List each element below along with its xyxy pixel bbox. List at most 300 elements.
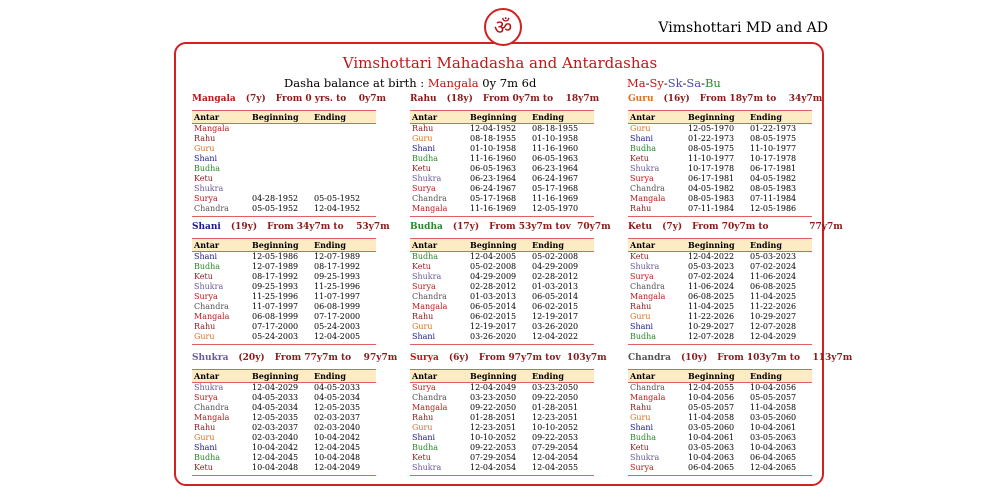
ending-date: 12-04-2029 bbox=[750, 332, 797, 341]
antar-planet: Shani bbox=[630, 134, 654, 143]
antar-planet: Budha bbox=[630, 144, 657, 153]
ending-date: 04-05-2033 bbox=[314, 383, 361, 392]
beginning-date: 12-05-2035 bbox=[252, 413, 299, 422]
table-row bbox=[628, 433, 812, 443]
beginning-date: 12-04-2022 bbox=[688, 252, 735, 261]
ending-date: 10-10-2052 bbox=[532, 423, 579, 432]
beginning-date bbox=[252, 154, 314, 164]
beginning-date: 05-02-2008 bbox=[470, 262, 517, 271]
ending-date: 06-05-2014 bbox=[532, 292, 579, 301]
antar-planet: Mangala bbox=[630, 292, 666, 301]
column-header bbox=[628, 369, 812, 383]
beginning-date: 08-18-1955 bbox=[470, 134, 517, 143]
dasha-block-surya bbox=[410, 353, 607, 476]
ending-date: 12-07-1989 bbox=[314, 252, 361, 261]
beginning-date: 06-23-1964 bbox=[470, 174, 517, 183]
antar-planet: Budha bbox=[412, 154, 439, 163]
antar-planet: Surya bbox=[630, 174, 654, 183]
block-planet: Mangala bbox=[192, 94, 236, 104]
beginning-date: 07-02-2024 bbox=[688, 272, 735, 281]
ending-date: 12-05-1986 bbox=[750, 204, 797, 213]
table-row bbox=[628, 443, 812, 453]
column-header-ending: Ending bbox=[314, 112, 346, 122]
table-row bbox=[192, 393, 376, 403]
ending-date: 05-24-2003 bbox=[314, 322, 361, 331]
beginning-date: 10-04-2056 bbox=[688, 393, 735, 402]
antar-planet: Shani bbox=[194, 252, 218, 261]
block-range: From 0 yrs. to 0y7m bbox=[275, 94, 387, 104]
ending-date: 03-23-2050 bbox=[532, 383, 579, 392]
column-header-ending: Ending bbox=[532, 112, 564, 122]
table-row bbox=[410, 124, 594, 134]
ending-date: 10-04-2061 bbox=[750, 423, 797, 432]
ending-date bbox=[314, 134, 374, 144]
beginning-date: 03-05-2060 bbox=[688, 423, 735, 432]
beginning-date: 10-10-2052 bbox=[470, 433, 517, 442]
dasha-sequence bbox=[627, 76, 721, 90]
ending-date: 03-26-2020 bbox=[532, 322, 579, 331]
ending-date: 07-11-1984 bbox=[750, 194, 797, 203]
column-header-beginning: Beginning bbox=[470, 240, 517, 250]
ending-date: 12-04-2054 bbox=[532, 453, 579, 462]
antar-planet: Surya bbox=[194, 194, 218, 203]
block-divider bbox=[628, 344, 812, 345]
block-range: From 70y7m to 77y7m bbox=[692, 222, 843, 232]
antar-planet: Mangala bbox=[412, 204, 448, 213]
main-title: Vimshottari Mahadasha and Antardashas bbox=[342, 54, 658, 72]
antar-planet: Shukra bbox=[412, 463, 442, 472]
beginning-date: 04-29-2009 bbox=[470, 272, 517, 281]
block-header bbox=[628, 353, 853, 367]
beginning-date bbox=[252, 184, 314, 194]
block-planet: Ketu bbox=[628, 222, 653, 232]
antar-planet: Ketu bbox=[412, 453, 431, 462]
ending-date: 04-05-2034 bbox=[314, 393, 361, 402]
ending-date: 07-29-2054 bbox=[532, 443, 579, 452]
table-row bbox=[192, 154, 376, 164]
table-row bbox=[628, 124, 812, 134]
ending-date: 08-17-1992 bbox=[314, 262, 361, 271]
block-range: From 0y7m to 18y7m bbox=[482, 94, 600, 104]
antar-planet: Guru bbox=[412, 322, 433, 331]
dasha-block-rahu bbox=[410, 94, 600, 217]
block-planet: Shukra bbox=[192, 353, 229, 363]
beginning-date: 06-08-1999 bbox=[252, 312, 299, 321]
table-row bbox=[410, 433, 594, 443]
column-header-ending: Ending bbox=[532, 240, 564, 250]
ending-date bbox=[314, 184, 374, 194]
beginning-date: 06-02-2015 bbox=[470, 312, 517, 321]
beginning-date: 10-04-2063 bbox=[688, 453, 735, 462]
table-row bbox=[410, 332, 594, 342]
table-row bbox=[628, 332, 812, 342]
table-row bbox=[192, 383, 376, 393]
column-header-ending: Ending bbox=[532, 371, 564, 381]
antar-planet: Rahu bbox=[194, 423, 216, 432]
ending-date: 09-22-2050 bbox=[532, 393, 579, 402]
table-row bbox=[410, 184, 594, 194]
table-row bbox=[410, 272, 594, 282]
antar-planet: Shani bbox=[630, 322, 654, 331]
antar-planet: Ketu bbox=[630, 154, 649, 163]
ending-date: 12-04-2065 bbox=[750, 463, 797, 472]
table-row bbox=[410, 322, 594, 332]
sequence-part: Bu bbox=[704, 76, 721, 90]
block-header bbox=[192, 353, 398, 367]
table-row bbox=[410, 312, 594, 322]
ending-date: 12-04-2022 bbox=[532, 332, 579, 341]
beginning-date: 06-05-1963 bbox=[470, 164, 517, 173]
block-planet: Shani bbox=[192, 222, 221, 232]
antar-planet: Mangala bbox=[630, 393, 666, 402]
table-row bbox=[410, 252, 594, 262]
dasha-block-shukra bbox=[192, 353, 398, 476]
column-header-ending: Ending bbox=[314, 240, 346, 250]
antar-planet: Shani bbox=[194, 443, 218, 452]
table-row bbox=[410, 154, 594, 164]
table-row bbox=[192, 252, 376, 262]
ending-date: 11-16-1969 bbox=[532, 194, 579, 203]
block-duration: (20y) bbox=[238, 353, 265, 363]
beginning-date: 04-05-2033 bbox=[252, 393, 299, 402]
ending-date: 06-08-1999 bbox=[314, 302, 361, 311]
table-row bbox=[410, 383, 594, 393]
beginning-date: 03-23-2050 bbox=[470, 393, 517, 402]
sequence-part: - bbox=[663, 76, 668, 90]
ending-date: 05-03-2023 bbox=[750, 252, 797, 261]
ending-date: 12-23-2051 bbox=[532, 413, 579, 422]
antar-planet: Budha bbox=[194, 262, 221, 271]
beginning-date: 02-28-2012 bbox=[470, 282, 517, 291]
antar-planet: Shukra bbox=[412, 174, 442, 183]
table-row bbox=[628, 272, 812, 282]
table-row bbox=[192, 443, 376, 453]
ending-date: 09-22-2053 bbox=[532, 433, 579, 442]
column-header-antar: Antar bbox=[630, 112, 656, 122]
table-row bbox=[628, 134, 812, 144]
antar-planet: Chandra bbox=[412, 194, 447, 203]
ending-date: 02-03-2040 bbox=[314, 423, 361, 432]
column-header-antar: Antar bbox=[194, 112, 220, 122]
block-divider bbox=[192, 344, 376, 345]
antar-planet: Rahu bbox=[412, 124, 434, 133]
ending-date: 12-05-2035 bbox=[314, 403, 361, 412]
ending-date: 10-04-2042 bbox=[314, 433, 361, 442]
beginning-date: 02-03-2040 bbox=[252, 433, 299, 442]
table-row bbox=[410, 194, 594, 204]
table-row bbox=[628, 154, 812, 164]
beginning-date: 09-22-2050 bbox=[470, 403, 517, 412]
ending-date: 11-10-1977 bbox=[750, 144, 797, 153]
column-header bbox=[628, 110, 812, 124]
beginning-date: 12-04-2049 bbox=[470, 383, 517, 392]
beginning-date bbox=[252, 124, 314, 134]
beginning-date: 05-05-1952 bbox=[252, 204, 299, 213]
column-header-antar: Antar bbox=[412, 240, 438, 250]
beginning-date bbox=[252, 164, 314, 174]
column-header bbox=[192, 238, 376, 252]
sequence-part: Ma bbox=[627, 76, 646, 90]
antar-planet: Rahu bbox=[630, 302, 652, 311]
antar-planet: Chandra bbox=[630, 282, 665, 291]
ending-date bbox=[314, 124, 374, 134]
beginning-date: 11-04-2025 bbox=[688, 302, 735, 311]
column-header bbox=[628, 238, 812, 252]
column-header-beginning: Beginning bbox=[470, 371, 517, 381]
column-header bbox=[192, 110, 376, 124]
dasha-block-shani bbox=[192, 222, 390, 345]
antar-planet: Shani bbox=[194, 154, 218, 163]
table-row bbox=[628, 463, 812, 473]
antar-planet: Shani bbox=[412, 332, 436, 341]
antar-planet: Ketu bbox=[630, 443, 649, 452]
beginning-date: 10-04-2048 bbox=[252, 463, 299, 472]
ending-date: 10-04-2056 bbox=[750, 383, 797, 392]
ending-date: 10-29-2027 bbox=[750, 312, 797, 321]
beginning-date: 04-05-1982 bbox=[688, 184, 735, 193]
table-row bbox=[192, 174, 376, 184]
table-row bbox=[192, 164, 376, 174]
beginning-date: 06-08-2025 bbox=[688, 292, 735, 301]
ending-date: 02-28-2012 bbox=[532, 272, 579, 281]
antar-planet: Mangala bbox=[194, 124, 230, 133]
beginning-date: 04-28-1952 bbox=[252, 194, 299, 203]
table-row bbox=[192, 282, 376, 292]
table-row bbox=[192, 194, 376, 204]
beginning-date: 12-05-1970 bbox=[688, 124, 735, 133]
ending-date: 01-22-1973 bbox=[750, 124, 797, 133]
ending-date: 09-25-1993 bbox=[314, 272, 361, 281]
beginning-date: 12-04-2005 bbox=[470, 252, 517, 261]
antar-planet: Chandra bbox=[412, 292, 447, 301]
table-row bbox=[410, 463, 594, 473]
table-row bbox=[192, 322, 376, 332]
table-row bbox=[192, 144, 376, 154]
beginning-date: 12-19-2017 bbox=[470, 322, 517, 331]
sequence-part: - bbox=[701, 76, 705, 90]
ending-date: 04-05-1982 bbox=[750, 174, 797, 183]
beginning-date: 07-11-1984 bbox=[688, 204, 735, 213]
table-row bbox=[628, 423, 812, 433]
ending-date: 11-04-2025 bbox=[750, 292, 797, 301]
table-row bbox=[410, 134, 594, 144]
table-row bbox=[410, 413, 594, 423]
antar-planet: Shukra bbox=[194, 282, 224, 291]
antar-planet: Shukra bbox=[630, 453, 660, 462]
table-row bbox=[192, 463, 376, 473]
block-divider bbox=[192, 216, 376, 217]
table-row bbox=[410, 302, 594, 312]
table-row bbox=[628, 184, 812, 194]
ending-date: 06-04-2065 bbox=[750, 453, 797, 462]
antar-planet: Chandra bbox=[194, 403, 229, 412]
table-row bbox=[628, 144, 812, 154]
table-row bbox=[628, 322, 812, 332]
table-row bbox=[192, 124, 376, 134]
sequence-part: Sy bbox=[649, 76, 664, 90]
antar-planet: Chandra bbox=[630, 184, 665, 193]
table-row bbox=[628, 393, 812, 403]
antar-planet: Rahu bbox=[194, 134, 216, 143]
beginning-date: 12-04-2055 bbox=[688, 383, 735, 392]
block-divider bbox=[410, 216, 594, 217]
column-header-ending: Ending bbox=[750, 112, 782, 122]
dasha-balance bbox=[284, 76, 536, 90]
ending-date: 12-04-1952 bbox=[314, 204, 361, 213]
column-header-beginning: Beginning bbox=[252, 371, 299, 381]
table-row bbox=[628, 302, 812, 312]
table-row bbox=[628, 453, 812, 463]
ending-date: 12-04-2055 bbox=[532, 463, 579, 472]
dasha-block-chandra bbox=[628, 353, 853, 476]
ending-date: 04-29-2009 bbox=[532, 262, 579, 271]
dasha-block-ketu bbox=[628, 222, 843, 345]
table-row bbox=[192, 423, 376, 433]
ending-date: 12-04-2045 bbox=[314, 443, 361, 452]
beginning-date: 12-04-2029 bbox=[252, 383, 299, 392]
antar-planet: Shani bbox=[412, 433, 436, 442]
table-row bbox=[192, 453, 376, 463]
beginning-date: 03-05-2063 bbox=[688, 443, 735, 452]
antar-planet: Surya bbox=[412, 383, 436, 392]
table-row bbox=[192, 302, 376, 312]
beginning-date: 01-10-1958 bbox=[470, 144, 517, 153]
ending-date: 05-05-2057 bbox=[750, 393, 797, 402]
beginning-date: 12-04-2045 bbox=[252, 453, 299, 462]
ending-date: 07-02-2024 bbox=[750, 262, 797, 271]
table-row bbox=[192, 312, 376, 322]
antar-planet: Chandra bbox=[194, 302, 229, 311]
beginning-date: 12-07-1989 bbox=[252, 262, 299, 271]
beginning-date: 06-04-2065 bbox=[688, 463, 735, 472]
beginning-date: 03-26-2020 bbox=[470, 332, 517, 341]
block-duration: (18y) bbox=[446, 94, 473, 104]
antar-planet: Shukra bbox=[412, 272, 442, 281]
block-divider bbox=[410, 475, 594, 476]
sequence-part: - bbox=[645, 76, 650, 90]
column-header-beginning: Beginning bbox=[252, 112, 299, 122]
beginning-date: 12-04-1952 bbox=[470, 124, 517, 133]
antar-planet: Guru bbox=[194, 433, 215, 442]
ending-date: 07-17-2000 bbox=[314, 312, 361, 321]
balance-label: Dasha balance at birth : bbox=[284, 76, 425, 90]
block-header bbox=[410, 222, 611, 236]
block-divider bbox=[628, 216, 812, 217]
page-header-title: Vimshottari MD and AD bbox=[658, 20, 828, 36]
beginning-date: 09-25-1993 bbox=[252, 282, 299, 291]
block-planet: Budha bbox=[410, 222, 443, 232]
antar-planet: Surya bbox=[194, 393, 218, 402]
antar-planet: Guru bbox=[412, 423, 433, 432]
antar-planet: Ketu bbox=[630, 252, 649, 261]
beginning-date: 01-28-2051 bbox=[470, 413, 517, 422]
table-row bbox=[192, 184, 376, 194]
column-header-beginning: Beginning bbox=[252, 240, 299, 250]
antar-planet: Guru bbox=[630, 312, 651, 321]
ending-date: 06-23-1964 bbox=[532, 164, 579, 173]
ending-date: 01-03-2013 bbox=[532, 282, 579, 291]
ending-date: 05-05-1952 bbox=[314, 194, 361, 203]
table-row bbox=[628, 403, 812, 413]
antar-planet: Budha bbox=[412, 443, 439, 452]
block-divider bbox=[410, 344, 594, 345]
ending-date: 03-05-2063 bbox=[750, 433, 797, 442]
beginning-date: 01-03-2013 bbox=[470, 292, 517, 301]
ending-date: 11-04-2058 bbox=[750, 403, 797, 412]
antar-planet: Mangala bbox=[412, 403, 448, 412]
beginning-date: 09-22-2053 bbox=[470, 443, 517, 452]
beginning-date: 10-04-2042 bbox=[252, 443, 299, 452]
beginning-date: 11-22-2026 bbox=[688, 312, 735, 321]
column-header-ending: Ending bbox=[314, 371, 346, 381]
beginning-date: 01-22-1973 bbox=[688, 134, 735, 143]
table-row bbox=[192, 272, 376, 282]
ending-date: 10-04-2048 bbox=[314, 453, 361, 462]
antar-planet: Guru bbox=[194, 332, 215, 341]
column-header-ending: Ending bbox=[750, 371, 782, 381]
antar-planet: Chandra bbox=[412, 393, 447, 402]
column-header bbox=[410, 238, 594, 252]
ending-date: 11-22-2026 bbox=[750, 302, 797, 311]
beginning-date bbox=[252, 144, 314, 154]
column-header-beginning: Beginning bbox=[688, 112, 735, 122]
ending-date: 12-05-1970 bbox=[532, 204, 579, 213]
ending-date: 10-04-2063 bbox=[750, 443, 797, 452]
beginning-date: 06-17-1981 bbox=[688, 174, 735, 183]
sequence-part: - bbox=[682, 76, 687, 90]
table-row bbox=[410, 282, 594, 292]
antar-planet: Ketu bbox=[412, 262, 431, 271]
block-range: From 18y7m to 34y7m bbox=[699, 94, 823, 104]
antar-planet: Ketu bbox=[412, 164, 431, 173]
beginning-date: 05-24-2003 bbox=[252, 332, 299, 341]
sequence-part: Sa bbox=[686, 76, 702, 90]
ending-date: 06-17-1981 bbox=[750, 164, 797, 173]
table-row bbox=[628, 282, 812, 292]
ending-date: 02-03-2037 bbox=[314, 413, 361, 422]
ending-date: 12-19-2017 bbox=[532, 312, 579, 321]
block-duration: (7y) bbox=[662, 222, 683, 232]
antar-planet: Mangala bbox=[412, 302, 448, 311]
table-row bbox=[410, 453, 594, 463]
beginning-date: 11-16-1969 bbox=[470, 204, 517, 213]
beginning-date: 12-05-1986 bbox=[252, 252, 299, 261]
antar-planet: Budha bbox=[412, 252, 439, 261]
ending-date: 11-25-1996 bbox=[314, 282, 361, 291]
ending-date: 01-28-2051 bbox=[532, 403, 579, 412]
table-row bbox=[410, 443, 594, 453]
beginning-date: 07-29-2054 bbox=[470, 453, 517, 462]
antar-planet: Rahu bbox=[412, 413, 434, 422]
ending-date bbox=[314, 174, 374, 184]
block-duration: (19y) bbox=[230, 222, 258, 232]
block-divider bbox=[628, 475, 812, 476]
antar-planet: Rahu bbox=[630, 403, 652, 412]
dasha-block-budha bbox=[410, 222, 611, 345]
beginning-date: 11-06-2024 bbox=[688, 282, 735, 291]
block-planet: Rahu bbox=[410, 94, 437, 104]
ending-date: 08-05-1975 bbox=[750, 134, 797, 143]
beginning-date: 11-16-1960 bbox=[470, 154, 517, 163]
antar-planet: Guru bbox=[412, 134, 433, 143]
beginning-date: 12-04-2054 bbox=[470, 463, 517, 472]
table-row bbox=[410, 393, 594, 403]
beginning-date: 10-17-1978 bbox=[688, 164, 735, 173]
antar-planet: Mangala bbox=[194, 312, 230, 321]
block-header bbox=[192, 222, 390, 236]
table-row bbox=[410, 174, 594, 184]
antar-planet: Rahu bbox=[194, 322, 216, 331]
